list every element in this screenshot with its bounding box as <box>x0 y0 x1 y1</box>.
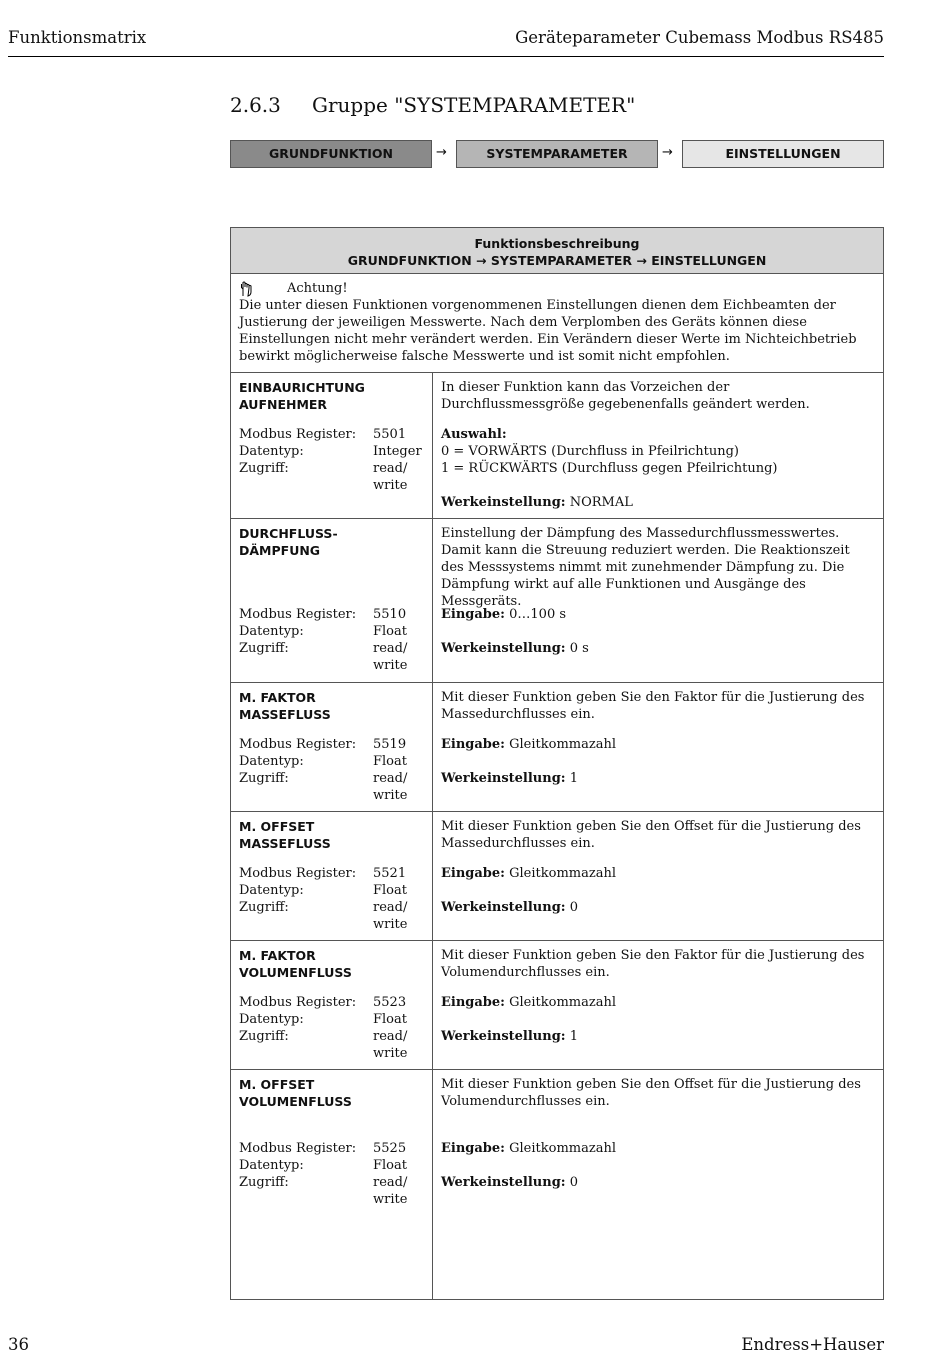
input-value: Gleitkommazahl <box>509 866 616 881</box>
register-meta: Modbus Register: 5510 Datentyp: Float Zugriff: read/ write <box>239 606 423 674</box>
default-value: 1 <box>569 771 579 786</box>
default-value: 1 <box>569 1029 579 1044</box>
type-value: Float <box>373 624 407 639</box>
register-meta: Modbus Register: 5523 Datentyp: Float Zugriff: read/ write <box>239 994 423 1062</box>
register-meta: Modbus Register: 5525 Datentyp: Float Zugriff: read/ write <box>239 1140 423 1208</box>
type-value: Integer <box>373 444 422 459</box>
register-meta: Modbus Register: 5521 Datentyp: Float Zugriff: read/ write <box>239 865 423 933</box>
access-value: read/ write <box>373 900 408 932</box>
input-label: Eingabe: <box>441 866 505 881</box>
function-name: DURCHFLUSS- DÄMPFUNG <box>239 526 338 558</box>
type-value: Float <box>373 1012 407 1027</box>
default-label: Werkeinstellung: <box>441 900 566 915</box>
type-value: Float <box>373 883 407 898</box>
running-header-left: Funktionsmatrix <box>8 28 147 47</box>
description-cell <box>433 519 883 682</box>
input-label: Eingabe: <box>441 737 505 752</box>
default-label: Werkeinstellung: <box>441 641 566 656</box>
function-name: M. FAKTOR VOLUMENFLUSS <box>239 948 352 980</box>
default-value: 0 <box>569 1175 579 1190</box>
arrow-right-icon: → <box>436 145 447 160</box>
table-header-path: GRUNDFUNKTION → SYSTEMPARAMETER → EINSTELLUNGEN <box>347 253 767 268</box>
default-label: Werkeinstellung: <box>441 1175 566 1190</box>
hand-warning-icon <box>239 281 253 297</box>
function-cell <box>231 812 433 940</box>
description-cell <box>433 941 883 1069</box>
input-label: Eingabe: <box>441 607 505 622</box>
section-number: 2.6.3 <box>230 93 281 117</box>
access-value: read/ write <box>373 1175 408 1207</box>
default-label: Werkeinstellung: <box>441 495 566 510</box>
function-cell <box>231 373 433 518</box>
choice-option: 0 = VORWÄRTS (Durchfluss in Pfeilrichtung) <box>441 444 739 459</box>
function-cell <box>231 519 433 682</box>
access-value: read/ write <box>373 641 408 673</box>
page-number: 36 <box>8 1335 29 1354</box>
function-description: In dieser Funktion kann das Vorzeichen der Durchflussmessgröße gegebenenfalls geändert werden. <box>441 380 810 412</box>
input-value: 0…100 s <box>509 607 567 622</box>
function-table <box>230 227 884 1300</box>
function-description: Mit dieser Funktion geben Sie den Faktor für die Justierung des Massedurchflusses ein. <box>441 690 865 722</box>
table-header <box>231 228 883 274</box>
input-label: Eingabe: <box>441 1141 505 1156</box>
function-cell <box>231 941 433 1069</box>
default-value: 0 <box>569 900 579 915</box>
warning-title: Achtung! <box>287 281 348 296</box>
default-value: NORMAL <box>569 495 633 510</box>
table-row <box>231 683 883 812</box>
table-row <box>231 812 883 941</box>
description-cell <box>433 812 883 940</box>
table-row <box>231 373 883 519</box>
table-row <box>231 519 883 683</box>
nav-grundfunktion: GRUNDFUNKTION <box>230 140 432 168</box>
section-title: Gruppe "SYSTEMPARAMETER" <box>312 93 636 117</box>
access-value: read/ write <box>373 1029 408 1061</box>
table-row <box>231 941 883 1070</box>
description-cell <box>433 373 883 518</box>
register-value: 5521 <box>373 866 407 881</box>
description-cell <box>433 1070 883 1299</box>
header-rule <box>8 56 884 57</box>
table-row <box>231 1070 883 1299</box>
function-description: Mit dieser Funktion geben Sie den Offset für die Justierung des Massedurchflusses ein. <box>441 819 861 851</box>
arrow-right-icon: → <box>662 145 673 160</box>
function-name: M. OFFSET MASSEFLUSS <box>239 819 331 851</box>
type-value: Float <box>373 1158 407 1173</box>
default-label: Werkeinstellung: <box>441 771 566 786</box>
function-path-nav <box>230 140 884 168</box>
input-label: Eingabe: <box>441 995 505 1010</box>
warning-text: Die unter diesen Funktionen vorgenommenen Einstellungen dienen dem Eichbeamten der Justierung der jeweiligen Messwerte. Nach dem Verplomben des Geräts können diese Einstellungen nicht mehr verändert werden. Ein Verändern dieser Werte im Nichteichbetrieb bewirkt möglicherweise falsche Messwerte und ist somit nicht empfohlen. <box>239 298 857 364</box>
register-value: 5523 <box>373 995 407 1010</box>
access-value: read/ write <box>373 771 408 803</box>
description-cell <box>433 683 883 811</box>
function-description: Mit dieser Funktion geben Sie den Faktor für die Justierung des Volumendurchflusses ein. <box>441 948 865 980</box>
register-value: 5525 <box>373 1141 407 1156</box>
default-label: Werkeinstellung: <box>441 1029 566 1044</box>
register-value: 5501 <box>373 427 407 442</box>
function-name: M. FAKTOR MASSEFLUSS <box>239 690 331 722</box>
footer-brand: Endress+Hauser <box>741 1335 884 1354</box>
register-meta: Modbus Register: 5519 Datentyp: Float Zugriff: read/ write <box>239 736 423 804</box>
default-value: 0 s <box>569 641 589 656</box>
function-cell <box>231 1070 433 1299</box>
table-header-title: Funktionsbeschreibung <box>474 236 640 251</box>
nav-einstellungen: EINSTELLUNGEN <box>682 140 884 168</box>
access-value: read/ write <box>373 461 408 493</box>
register-value: 5510 <box>373 607 407 622</box>
input-value: Gleitkommazahl <box>509 737 616 752</box>
register-value: 5519 <box>373 737 407 752</box>
nav-systemparameter: SYSTEMPARAMETER <box>456 140 658 168</box>
section-heading <box>230 93 635 117</box>
input-value: Gleitkommazahl <box>509 1141 616 1156</box>
function-cell <box>231 683 433 811</box>
warning-note <box>231 274 883 373</box>
type-value: Float <box>373 754 407 769</box>
function-name: EINBAURICHTUNG AUFNEHMER <box>239 380 365 412</box>
register-meta: Modbus Register: 5501 Datentyp: Integer Zugriff: read/ write <box>239 427 422 493</box>
input-value: Gleitkommazahl <box>509 995 616 1010</box>
choice-option: 1 = RÜCKWÄRTS (Durchfluss gegen Pfeilrichtung) <box>441 461 778 476</box>
function-name: M. OFFSET VOLUMENFLUSS <box>239 1077 352 1109</box>
function-description: Mit dieser Funktion geben Sie den Offset für die Justierung des Volumendurchflusses ein. <box>441 1077 861 1109</box>
choice-label: Auswahl: <box>441 427 507 442</box>
running-header-right: Geräteparameter Cubemass Modbus RS485 <box>515 28 884 47</box>
function-description: Einstellung der Dämpfung des Massedurchflussmesswertes. Damit kann die Streuung reduziert werden. Die Reaktionszeit des Messsystems nimmt mit zunehmender Dämpfung zu. Die Dämpfung wirkt auf alle Funktionen und Ausgänge des Messgeräts. <box>441 526 850 609</box>
